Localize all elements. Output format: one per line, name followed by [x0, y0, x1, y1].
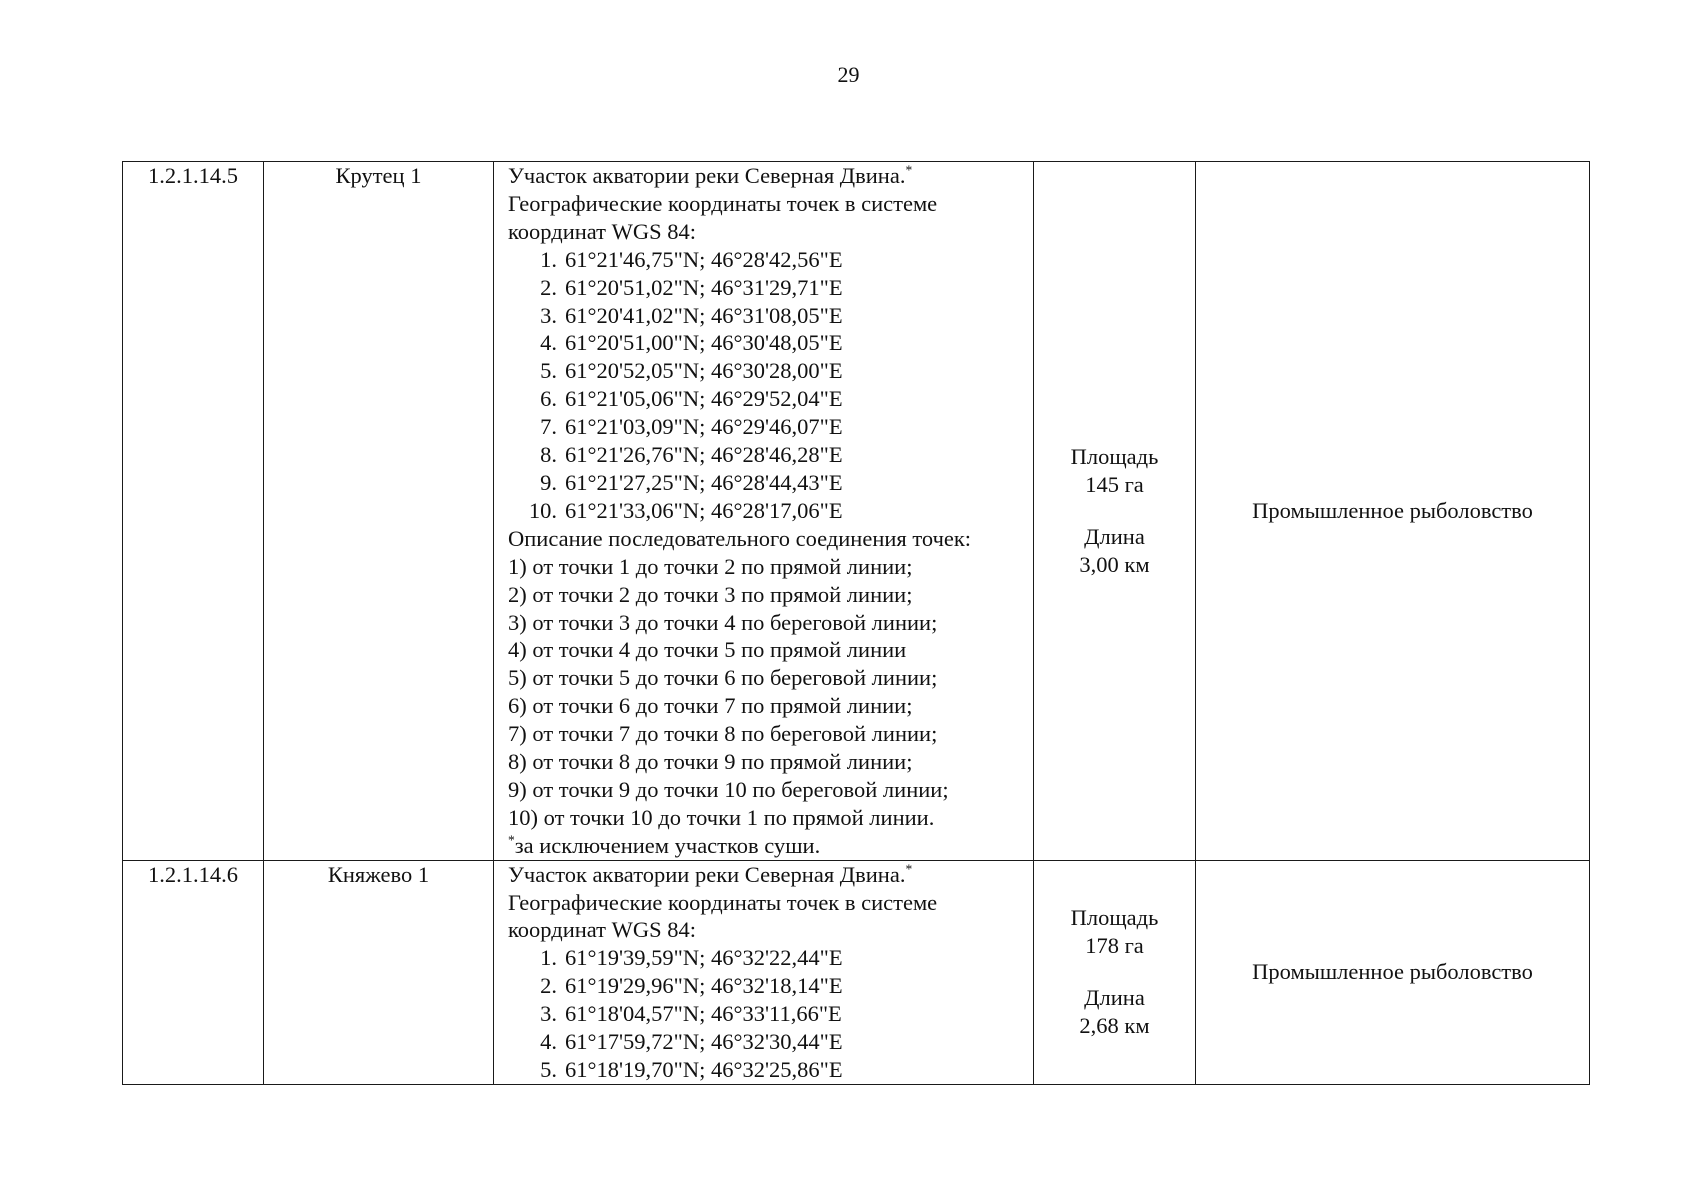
- table-row: [123, 162, 1590, 861]
- row-code: 1.2.1.14.5: [123, 162, 264, 861]
- row-description: [494, 162, 1034, 861]
- row-area-name: Крутец 1: [264, 162, 494, 861]
- list-item: 7. 61°21'03,09"N; 46°29'46,07"E: [540, 414, 843, 440]
- list-item: 6) от точки 6 до точки 7 по прямой линии;: [508, 693, 913, 719]
- coords-header: Географические координаты точек в системе: [508, 190, 938, 216]
- fishing-areas-table: [122, 161, 1590, 1085]
- segments-description: [508, 525, 1029, 832]
- list-item: 2. 61°19'29,96"N; 46°32'18,14"E: [540, 973, 843, 999]
- list-item: 5. 61°18'19,70"N; 46°32'25,86"E: [540, 1057, 843, 1082]
- coordinate-list: [508, 944, 1029, 1084]
- list-item: 4. 61°20'51,00"N; 46°30'48,05"E: [540, 330, 843, 356]
- list-item: 5. 61°20'52,05"N; 46°30'28,00"E: [540, 358, 843, 384]
- list-item: 9) от точки 9 до точки 10 по береговой линии;: [508, 776, 949, 802]
- coords-header-cont: координат WGS 84:: [508, 917, 697, 943]
- list-item: 4. 61°17'59,72"N; 46°32'30,44"E: [540, 1029, 843, 1055]
- list-item: 9. 61°21'27,25"N; 46°28'44,43"E: [540, 469, 843, 495]
- length-value: 3,00 км: [1079, 551, 1150, 577]
- list-item: 6. 61°21'05,06"N; 46°29'52,04"E: [540, 386, 843, 412]
- page-number: 29: [837, 62, 860, 87]
- list-item: 2. 61°20'51,02"N; 46°31'29,71"E: [540, 274, 843, 300]
- list-item: 2) от точки 2 до точки 3 по прямой линии;: [508, 581, 913, 607]
- list-item: 1. 61°19'39,59"N; 46°32'22,44"E: [540, 945, 843, 971]
- list-item: 3) от точки 3 до точки 4 по береговой линии;: [508, 609, 938, 635]
- table-row: [123, 860, 1590, 1084]
- row-code: 1.2.1.14.6: [123, 860, 264, 1084]
- usage-purpose: Промышленное рыболовство: [1196, 860, 1590, 1084]
- length-label: Длина: [1084, 985, 1145, 1011]
- list-item: 10) от точки 10 до точки 1 по прямой линии.: [508, 804, 935, 830]
- row-description: [494, 860, 1034, 1084]
- list-item: 3. 61°18'04,57"N; 46°33'11,66"E: [540, 1001, 842, 1027]
- area-value: 178 га: [1085, 933, 1144, 959]
- list-item: 8) от точки 8 до точки 9 по прямой линии;: [508, 749, 913, 775]
- area-label: Площадь: [1070, 444, 1159, 470]
- list-item: 3. 61°20'41,02"N; 46°31'08,05"E: [540, 302, 843, 328]
- list-item: 4) от точки 4 до точки 5 по прямой линии: [508, 637, 907, 663]
- coords-header: Географические координаты точек в системе: [508, 889, 938, 915]
- area-measurements: [1034, 162, 1196, 861]
- area-measurements: [1034, 860, 1196, 1084]
- list-item: 1. 61°21'46,75"N; 46°28'42,56"E: [540, 246, 843, 272]
- footnote: *за исключением участков суши.: [508, 832, 821, 858]
- area-value: 145 га: [1085, 471, 1144, 497]
- area-label: Площадь: [1070, 905, 1159, 931]
- segments-header: Описание последовательного соединения точек:: [508, 525, 972, 551]
- area-title: Участок акватории реки Северная Двина.*: [508, 162, 913, 188]
- length-label: Длина: [1084, 523, 1145, 549]
- coords-header-cont: координат WGS 84:: [508, 218, 697, 244]
- coordinate-list: [508, 246, 1029, 525]
- area-title: Участок акватории реки Северная Двина.*: [508, 861, 913, 887]
- usage-purpose: Промышленное рыболовство: [1196, 162, 1590, 861]
- list-item: 7) от точки 7 до точки 8 по береговой линии;: [508, 721, 938, 747]
- list-item: 10. 61°21'33,06"N; 46°28'17,06"E: [528, 497, 843, 523]
- list-item: 1) от точки 1 до точки 2 по прямой линии;: [508, 553, 913, 579]
- list-item: 5) от точки 5 до точки 6 по береговой линии;: [508, 665, 938, 691]
- row-area-name: Княжево 1: [264, 860, 494, 1084]
- length-value: 2,68 км: [1079, 1013, 1150, 1039]
- list-item: 8. 61°21'26,76"N; 46°28'46,28"E: [540, 442, 843, 468]
